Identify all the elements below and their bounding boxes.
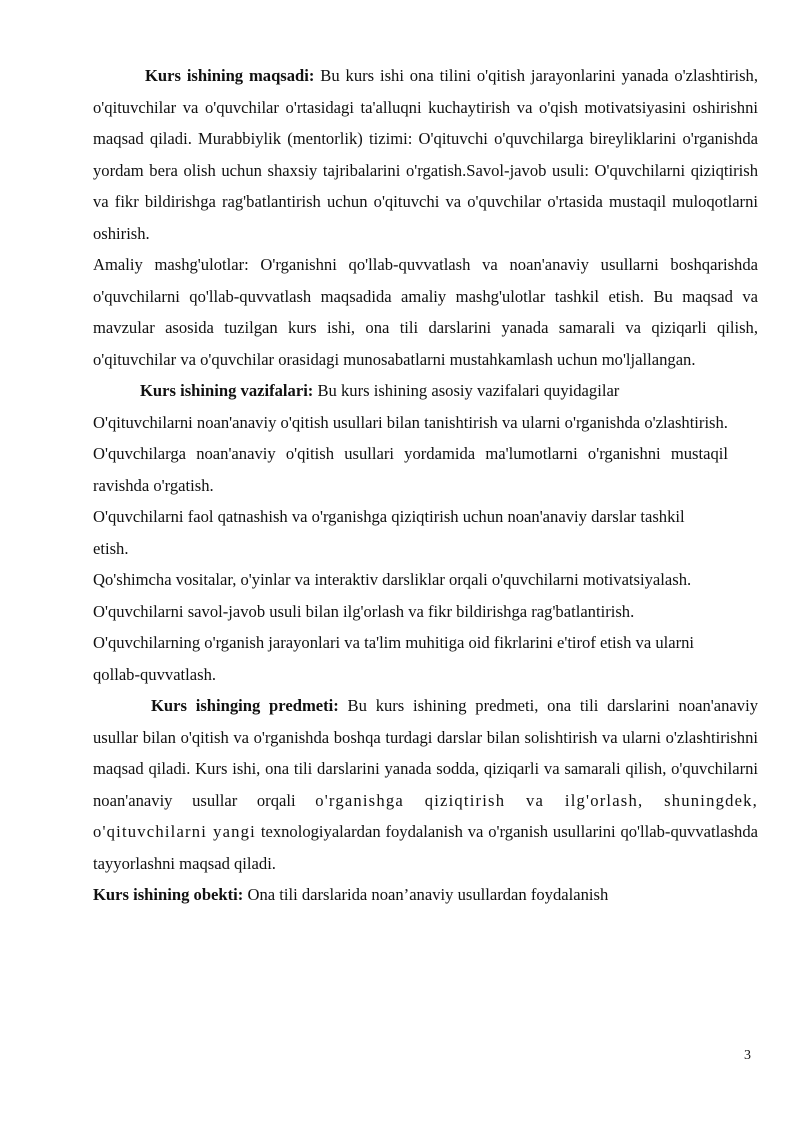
text-obekti: Ona tili darslarida noan’anaviy usullardan foydalanish (243, 885, 609, 904)
paragraph-obekti (93, 879, 758, 911)
heading-predmeti: Kurs ishinging predmeti: (151, 696, 339, 715)
list-item: O'quvchilarga noan'anaviy o'qitish usullari yordamida ma'lumotlarni o'rganishni mustaqil ravishda o'rgatish. (93, 444, 728, 495)
list-item: Qo'shimcha vositalar, o'yinlar va interaktiv darsliklar orqali o'quvchilarni motivatsiyalash. (93, 570, 692, 589)
list-item: O'quvchilarning o'rganish jarayonlari va ta'lim muhitiga oid fikrlarini e'tirof etish va ularni qollab-quvvatlash. (93, 633, 695, 684)
document-page (93, 60, 758, 911)
text-predmeti-a: Bu kurs ishining predmeti, ona tili darslarini noan'anaviy usullar bilan o'qitish va o'rganishda boshqa turdagi darslar bilan solishtirish va ularni o'zlashtirishni maqsad qiladi. Kurs ishi, ona tili darslarini yanada sodda, qiziqarli va samarali qilish, o'quvchilarni noan'anaviy usullar orqali (93, 696, 758, 810)
text-maqsadi: Bu kurs ishi ona tilini o'qitish jarayonlarini yanada o'zlashtirish, o'qituvchilar va o'quvchilar o'rtasidagi ta'alluqni kuchaytirish va o'qish motivatsiyasini oshirishni maqsad qiladi. Murabbiylik (mentorlik) tizimi: O'qituvchi o'quvchilarga bireyliklarini o'rganishda yordam bera olish uchun shaxsiy tajribalarini o'rgatish.Savol-javob usuli: O'quvchilarni qiziqtirish va fikr bildirishga rag'batlantirish uchun o'qituvchi va o'quvchilar o'rtasida mustaqil muloqotlarni oshirish. (93, 66, 758, 243)
text-predmeti-b: texnologiyalardan foydalanish va o'rganish usullarini qo'llab-quvvatlashda tayyorlashni maqsad qiladi. (93, 822, 759, 873)
heading-obekti: Kurs ishining obekti: (93, 885, 244, 904)
paragraph-predmeti (93, 690, 758, 879)
paragraph-vazifalari-intro (93, 375, 758, 407)
page-number: 3 (744, 1048, 751, 1063)
paragraph-amaliy: Amaliy mashg'ulotlar: O'rganishni qo'llab-quvvatlash va noan'anaviy usullarni boshqarishda o'quvchilarni qo'llab-quvvatlash maqsadida amaliy mashg'ulotlar tashkil etish. Bu maqsad va mavzular asosida tuzilgan kurs ishi, ona tili darslarini yanada samarali va qiziqarli qilish, o'qituvchilar va o'quvchilar orasidagi munosabatlarni mustahkamlash uchun mo'ljallangan. (93, 255, 758, 369)
heading-vazifalari: Kurs ishining vazifalari: (140, 381, 314, 400)
list-item: O'qituvchilarni noan'anaviy o'qitish usullari bilan tanishtirish va ularni o'rganishda o'zlashtirish. (93, 412, 728, 432)
list-item: O'quvchilarni faol qatnashish va o'rganishga qiziqtirish uchun noan'anaviy darslar tashkil etish. (93, 507, 685, 558)
list-item: O'quvchilarni savol-javob usuli bilan ilg'orlash va fikr bildirishga rag'batlantirish. (93, 601, 635, 621)
paragraph-maqsadi (93, 60, 758, 249)
heading-maqsadi: Kurs ishining maqsadi: (145, 66, 315, 85)
text-predmeti-spaced: o'rganishga qiziqtirish va ilg'orlash, shuningdek, o'qituvchilarni yangi (93, 790, 758, 841)
text-vazifalari-intro: Bu kurs ishining asosiy vazifalari quyidagilar (313, 381, 620, 400)
